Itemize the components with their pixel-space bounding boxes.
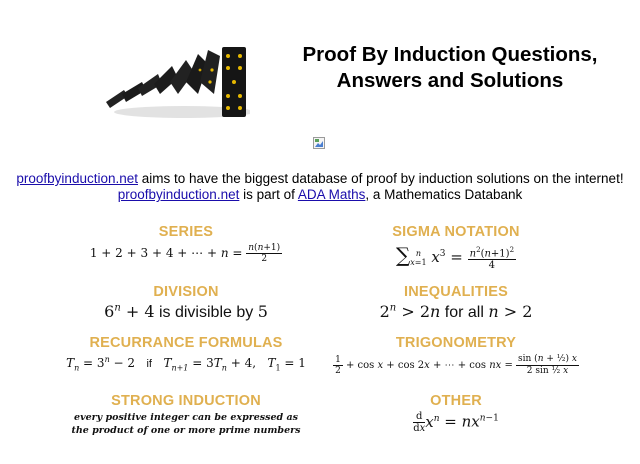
strong-induction-line-2: the product of one or more prime numbers — [71, 425, 301, 436]
inequalities-formula: $2^n > 2n$ for all n > 2 — [379, 302, 533, 321]
intro-text — [0, 171, 640, 203]
title-line-2: Answers and Solutions — [336, 69, 564, 92]
title-line-1: Proof By Induction Questions, — [302, 43, 598, 66]
intro-line-2 — [0, 187, 640, 203]
intro-text-2: is part of — [239, 187, 298, 202]
broken-image-icon — [313, 136, 325, 148]
inequalities-heading[interactable]: INEQUALITIES — [404, 284, 508, 300]
division-heading[interactable]: DIVISION — [153, 284, 219, 300]
recurrance-formula: $T_n = 3^n - 2$ if $T_{n+1} = 3T_n + 4$, $T_1 = 1$ — [66, 355, 306, 373]
trigonometry-formula: $\frac{1}{2}$ + cos x + cos 2x + ⋯ + cos nx = $\frac{\text{sin (n + ½) x}}{\text{2 sin ½ x}}$ — [335, 354, 577, 376]
inequalities-text: for all — [440, 304, 489, 321]
recurrance-if: if — [146, 358, 152, 370]
strong-induction-heading[interactable]: STRONG INDUCTION — [111, 393, 261, 409]
intro-text-3: , a Mathematics Databank — [365, 187, 523, 202]
ada-maths-link[interactable]: ADA Maths — [297, 187, 366, 202]
strong-induction-line-1: every positive integer can be expressed as — [74, 412, 298, 423]
division-text: is divisible by — [154, 304, 258, 321]
other-heading[interactable]: OTHER — [430, 393, 482, 409]
sigma-formula: ∑ n x=1 $x^3$ = $\frac{n^2(n+1)^2}{4}$ — [395, 243, 515, 272]
sigma-heading[interactable]: SIGMA NOTATION — [392, 224, 520, 240]
series-heading[interactable]: SERIES — [158, 224, 214, 240]
other-formula: $\frac{d}{dx}$ $x^n = nx^{n-1}$ — [413, 411, 499, 434]
intro-line-1 — [0, 171, 640, 187]
site-link-2[interactable]: proofbyinduction.net — [117, 187, 240, 202]
dominoes-image — [104, 42, 250, 122]
recurrance-heading[interactable]: RECURRANCE FORMULAS — [89, 335, 283, 351]
strong-induction-statement — [36, 411, 336, 437]
trigonometry-heading[interactable]: TRIGONOMETRY — [395, 335, 517, 351]
division-formula: $6^n + 4$ is divisible by 5 — [104, 302, 268, 321]
topic-inequalities[interactable] — [306, 284, 606, 322]
page-title — [300, 42, 600, 94]
topic-sigma-notation[interactable] — [306, 224, 606, 271]
topic-series[interactable] — [36, 224, 336, 264]
topic-recurrance-formulas[interactable] — [36, 335, 336, 372]
topic-strong-induction[interactable] — [36, 393, 336, 437]
topic-trigonometry[interactable] — [306, 335, 606, 377]
topic-other[interactable] — [306, 393, 606, 434]
series-formula: 1 + 2 + 3 + 4 + ⋯ + n = $\frac{n(n+1)}{2}$ — [89, 243, 281, 264]
intro-text-1: aims to have the biggest database of proof by induction solutions on the internet! — [138, 171, 624, 186]
topic-division[interactable] — [36, 284, 336, 322]
site-link[interactable]: proofbyinduction.net — [16, 171, 138, 186]
